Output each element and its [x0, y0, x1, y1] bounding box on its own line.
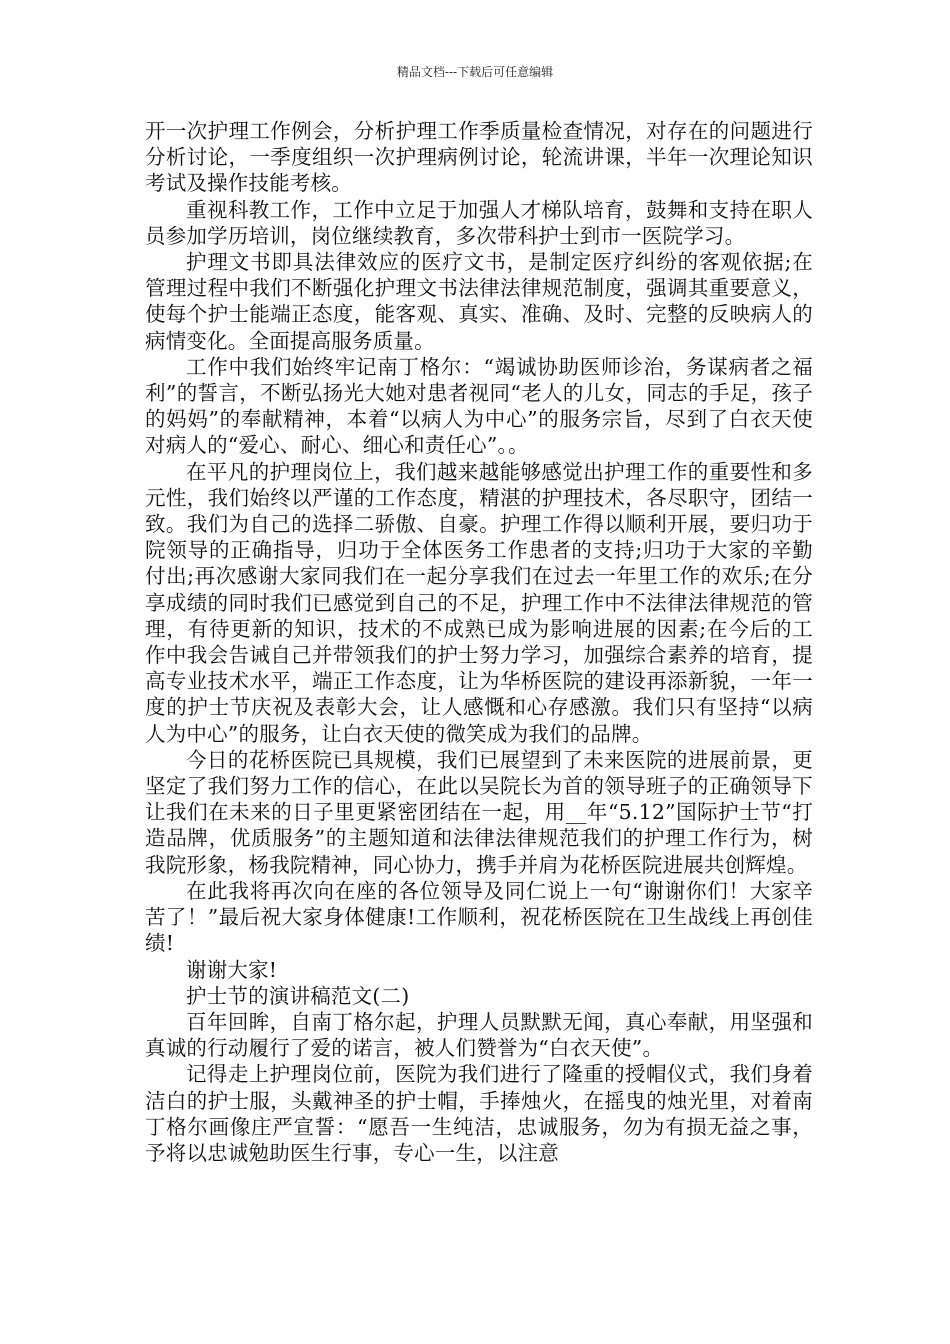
paragraph-4: 工作中我们始终牢记南丁格尔：“竭诚协助医师诊治，务谋病者之福利”的誓言，不断弘扬光大她对患者视同“老人的儿女，同志的手足，孩子的妈妈”的奉献精神，本着“以病人为中心”的服务宗旨，尽到了白衣天使对病人的“爱心、耐心、细心和责任心”。。 — [145, 354, 813, 458]
paragraph-8: 百年回眸，自南丁格尔起，护理人员默默无闻，真心奉献，用坚强和真诚的行动履行了爱的诺言，被人们赞誉为“白衣天使”。 — [145, 1009, 813, 1061]
page-header: 精品文档---下载后可任意编辑 — [396, 65, 554, 79]
paragraph-5: 在平凡的护理岗位上，我们越来越能够感觉出护理工作的重要性和多元性，我们始终以严谨的工作态度，精湛的护理技术，各尽职守，团结一致。我们为自己的选择二骄傲、自豪。护理工作得以顺利开展，要归功于院领导的正确指导，归功于全体医务工作患者的支持;归功于大家的辛勤付出;再次感谢大家同我们在一起分享我们在过去一年里工作的欢乐;在分享成绩的同时我们已感觉到自己的不足，护理工作中不法律法律规范的管理，有待更新的知识，技术的不成熟已成为影响进展的因素;在今后的工作中我会告诫自己并带领我们的护士努力学习，加强综合素养的培育，提高专业技术水平，端正工作态度，让为华桥医院的建设再添新貌，一年一度的护士节庆祝及表彰大会，让人感慨和心存感激。我们只有坚持“以病人为中心”的服务，让白衣天使的微笑成为我们的品牌。 — [145, 459, 813, 746]
paragraph-9: 记得走上护理岗位前，医院为我们进行了隆重的授帽仪式，我们身着洁白的护士服，头戴神圣的护士帽，手捧烛火，在摇曳的烛光里，对着南丁格尔画像庄严宣誓：“愿吾一生纯洁，忠诚服务，勿为有损无益之事，予将以忠诚勉助医生行事，专心一生，以注意 — [145, 1062, 813, 1165]
thanks-line: 谢谢大家! — [186, 957, 278, 982]
section-heading: 护士节的演讲稿范文(二) — [186, 983, 410, 1008]
paragraph-1: 开一次护理工作例会，分析护理工作季质量检查情况，对存在的问题进行分析讨论，一季度组织一次护理病例讨论，轮流讲课，半年一次理论知识考试及操作技能考核。 — [145, 119, 813, 196]
paragraph-7: 在此我将再次向在座的各位领导及同仁说上一句“谢谢你们！大家辛苦了！”最后祝大家身体健康!工作顺利，祝花桥医院在卫生战线上再创佳绩! — [145, 878, 813, 956]
paragraph-6: 今日的花桥医院已具规模，我们已展望到了未来医院的进展前景，更坚定了我们努力工作的信心，在此以吴院长为首的领导班子的正确领导下让我们在未来的日子里更紧密团结在一起，用__年“5.12”国际护士节“打造品牌，优质服务”的主题知道和法律法律规范我们的护理工作行为，树我院形象，杨我院精神，同心协力，携手并肩为花桥医院进展共创辉煌。 — [145, 747, 813, 877]
paragraph-3: 护理文书即具法律效应的医疗文书，是制定医疗纠纷的客观依据;在管理过程中我们不断强化护理文书法律法律规范制度，强调其重要意义，使每个护士能端正态度，能客观、真实、准确、及时、完整的反映病人的病情变化。全面提高服务质量。 — [145, 250, 813, 353]
paragraph-2: 重视科教工作，工作中立足于加强人才梯队培育，鼓舞和支持在职人员参加学历培训，岗位继续教育，多次带科护士到市一医院学习。 — [145, 197, 813, 248]
document-body — [145, 118, 813, 1166]
